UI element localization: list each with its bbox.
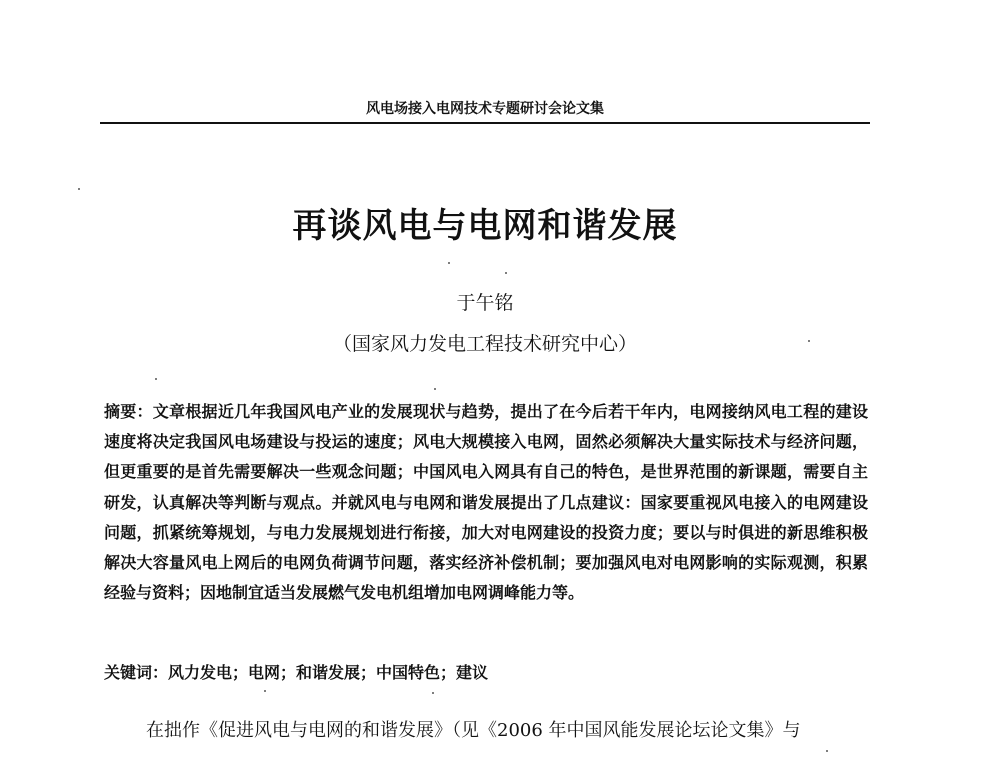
- body-paragraph: 在拙作《促进风电与电网的和谐发展》（见《2006 年中国风能发展论坛论文集》与: [146, 720, 801, 741]
- running-header: 风电场接入电网技术专题研讨会论文集: [366, 101, 604, 117]
- scan-speck: [434, 388, 436, 390]
- scan-speck: [505, 272, 507, 274]
- scan-speck: [264, 690, 266, 692]
- scan-speck: [432, 692, 434, 694]
- keywords: [104, 660, 868, 683]
- abstract-text: 文章根据近几年我国风电产业的发展现状与趋势，提出了在今后若干年内，电网接纳风电工程的建设速度将决定我国风电场建设与投运的速度；风电大规模接入电网，固然必须解决大量实际技术与经济问题，但更重要的是首先需要解决一些观念问题；中国风电入网具有自己的特色，是世界范围的新课题，需要自主研发，认真解决等判断与观点。并就风电与电网和谐发展提出了几点建议：国家要重视风电接入的电网建设问题，抓紧统筹规划，与电力发展规划进行衔接，加大对电网建设的投资力度；要以与时俱进的新思维积极解决大容量风电上网后的电网负荷调节问题，落实经济补偿机制；要加强风电对电网影响的实际观测，积累经验与资料；因地制宜适当发展燃气发电机组增加电网调峰能力等。: [104, 402, 868, 603]
- abstract-label: 摘要：: [104, 402, 153, 421]
- scan-speck: [808, 340, 810, 342]
- header-rule: [100, 122, 870, 124]
- keywords-text: 风力发电；电网；和谐发展；中国特色；建议: [168, 663, 489, 682]
- scan-speck: [78, 188, 80, 190]
- scan-speck: [155, 378, 157, 380]
- article-title: 再谈风电与电网和谐发展: [292, 206, 678, 246]
- scan-speck: [826, 750, 828, 752]
- keywords-label: 关键词：: [104, 663, 169, 682]
- article-author: 于午铭: [456, 292, 514, 314]
- abstract: [104, 397, 868, 608]
- article-affiliation: （国家风力发电工程技术研究中心）: [332, 333, 637, 355]
- scan-speck: [448, 262, 450, 264]
